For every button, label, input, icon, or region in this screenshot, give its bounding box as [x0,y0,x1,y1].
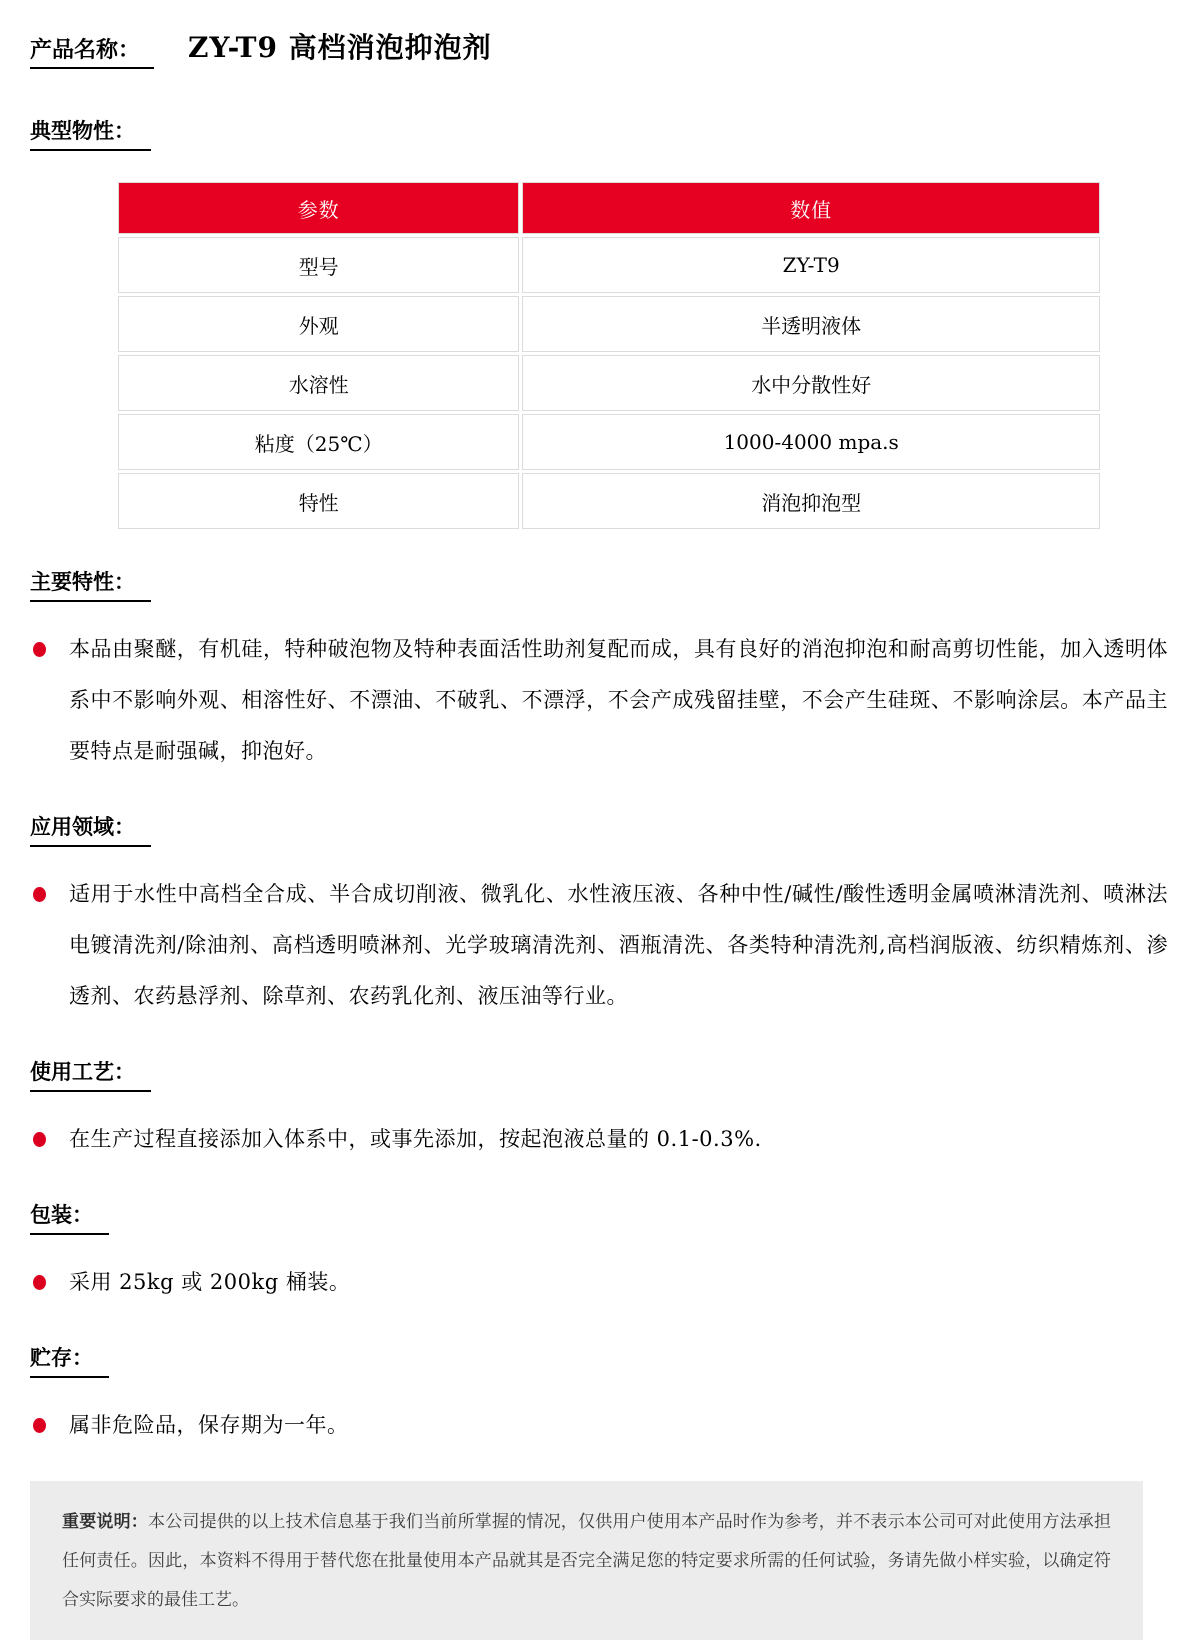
value-cell: 消泡抑泡型 [522,473,1100,529]
section-heading-storage: 贮存： [30,1342,109,1378]
value-cell: 水中分散性好 [522,355,1100,411]
table-row [118,414,1100,470]
properties-table [115,179,1103,532]
section-heading-main-features: 主要特性： [30,566,151,602]
param-cell: 特性 [118,473,519,529]
param-cell: 型号 [118,237,519,293]
page-title: ZY-T9 高档消泡抑泡剂 [188,31,492,64]
value-cell: 1000-4000 mpa.s [522,414,1100,470]
bullet-icon [33,1275,46,1290]
list-item [30,1400,1170,1451]
section-packaging [30,1199,1170,1308]
section-heading-typical-properties: 典型物性： [30,115,151,151]
product-name-label: 产品名称： [30,33,154,69]
section-typical-properties [30,115,1170,532]
table-row [118,473,1100,529]
title-row [30,26,1170,69]
value-cell: 半透明液体 [522,296,1100,352]
table-row [118,237,1100,293]
properties-table-wrap [115,179,1103,532]
bullet-icon [33,1132,46,1147]
column-header-parameter: 参数 [118,182,519,234]
section-storage [30,1342,1170,1451]
section-main-features [30,566,1170,777]
list-item [30,1114,1170,1165]
section-usage [30,1056,1170,1165]
important-note-label: 重要说明： [62,1512,148,1532]
param-cell: 水溶性 [118,355,519,411]
section-heading-usage: 使用工艺： [30,1056,151,1092]
column-header-value: 数值 [522,182,1100,234]
section-heading-packaging: 包装： [30,1199,109,1235]
application-text: 适用于水性中高档全合成、半合成切削液、微乳化、水性液压液、各种中性/碱性/酸性透明金属喷淋清洗剂、喷淋法电镀清洗剂/除油剂、高档透明喷淋剂、光学玻璃清洗剂、酒瓶清洗、各类特种清洗剂,高档润版液、纺织精炼剂、渗透剂、农药悬浮剂、除草剂、农药乳化剂、液压油等行业。 [69,882,1168,1008]
important-note-text: 本公司提供的以上技术信息基于我们当前所掌握的情况，仅供用户使用本产品时作为参考，并不表示本公司可对此使用方法承担任何责任。因此，本资料不得用于替代您在批量使用本产品就其是否完全满足您的特定要求所需的任何试验，务请先做小样实验，以确定符合实际要求的最佳工艺。 [62,1512,1111,1610]
packaging-text: 采用 25kg 或 200kg 桶装。 [69,1270,351,1294]
section-applications [30,811,1170,1022]
list-item [30,1257,1170,1308]
table-header-row [118,182,1100,234]
table-row [118,296,1100,352]
storage-text: 属非危险品，保存期为一年。 [69,1413,349,1437]
value-cell: ZY-T9 [522,237,1100,293]
section-heading-applications: 应用领域： [30,811,151,847]
param-cell: 粘度（25℃） [118,414,519,470]
important-note-box [30,1481,1143,1640]
table-row [118,355,1100,411]
list-item [30,624,1170,777]
bullet-icon [33,642,46,657]
list-item [30,869,1170,1022]
bullet-icon [33,887,46,902]
feature-text: 本品由聚醚，有机硅，特种破泡物及特种表面活性助剂复配而成，具有良好的消泡抑泡和耐高剪切性能，加入透明体系中不影响外观、相溶性好、不漂油、不破乳、不漂浮，不会产成残留挂壁，不会产生硅斑、不影响涂层。本产品主要特点是耐强碱，抑泡好。 [69,637,1168,763]
usage-text: 在生产过程直接添加入体系中，或事先添加，按起泡液总量的 0.1-0.3%. [69,1127,762,1151]
bullet-icon [33,1418,46,1433]
param-cell: 外观 [118,296,519,352]
